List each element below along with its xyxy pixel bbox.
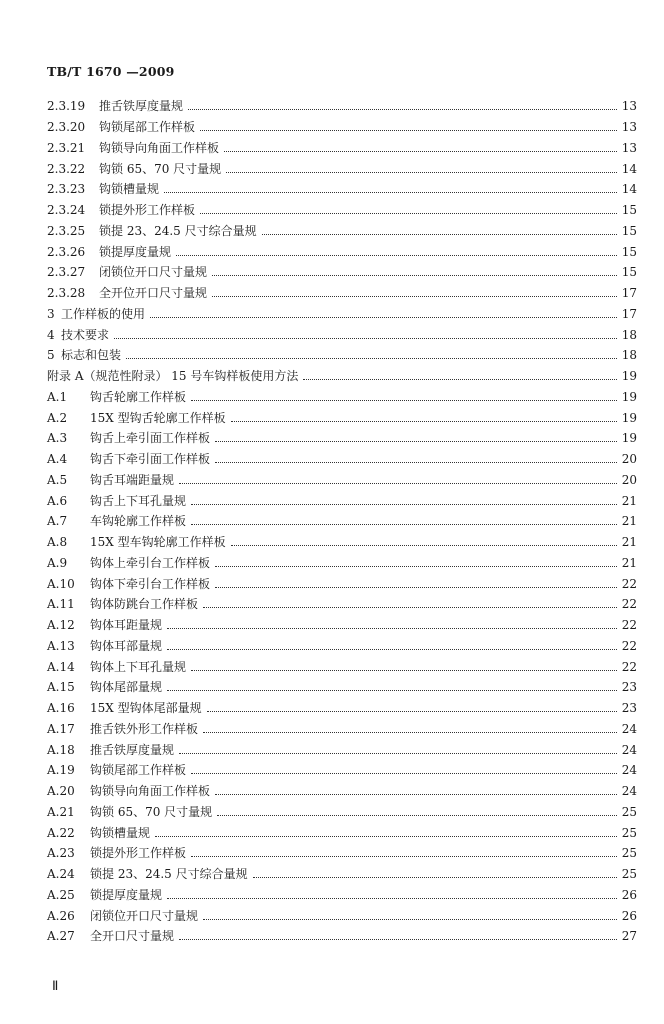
toc-entry <box>47 428 637 449</box>
toc-entry-number: 2.3.19 <box>47 99 86 114</box>
toc-entry-number: A.1 <box>47 389 68 404</box>
toc-entry <box>47 138 637 159</box>
toc-entry-title: 标志和包装 <box>61 348 122 363</box>
toc-dot-leader <box>215 565 617 567</box>
toc-entry-page: 22 <box>621 576 637 591</box>
toc-entry <box>47 283 637 304</box>
toc-entry <box>47 553 637 574</box>
toc-dot-leader <box>167 648 617 650</box>
table-of-contents <box>47 96 637 947</box>
toc-entry-number: A.2 <box>47 410 68 425</box>
toc-entry-page: 24 <box>621 763 637 778</box>
toc-entry-page: 25 <box>621 867 637 882</box>
toc-entry <box>47 511 637 532</box>
toc-entry-number: A.26 <box>47 908 75 923</box>
toc-entry-number: A.17 <box>47 721 75 736</box>
toc-entry-title: 闭锁位开口尺寸量规 <box>90 908 199 923</box>
toc-entry-title: 钩舌下牵引面工作样板 <box>90 452 211 467</box>
toc-entry-number: A.4 <box>47 452 68 467</box>
toc-entry-page: 21 <box>621 493 637 508</box>
toc-entry-title: 钩锁槽量规 <box>90 825 151 840</box>
toc-dot-leader <box>179 752 617 754</box>
toc-entry <box>47 387 637 408</box>
toc-entry-title: 钩锁尾部工作样板 <box>99 120 196 135</box>
toc-entry <box>47 739 637 760</box>
toc-dot-leader <box>126 357 617 359</box>
toc-entry-number: 2.3.27 <box>47 265 86 280</box>
toc-entry-page: 25 <box>621 846 637 861</box>
toc-dot-leader <box>164 191 617 193</box>
toc-entry-title: 技术要求 <box>61 327 110 342</box>
toc-entry <box>47 719 637 740</box>
toc-entry-title: 钩锁尾部工作样板 <box>90 763 187 778</box>
toc-dot-leader <box>215 440 617 442</box>
toc-entry-title: 15X 型钩体尾部量规 <box>90 701 202 716</box>
toc-entry <box>47 366 637 387</box>
toc-entry <box>47 179 637 200</box>
toc-dot-leader <box>155 835 617 837</box>
toc-dot-leader <box>167 897 617 899</box>
toc-dot-leader <box>191 399 617 401</box>
toc-dot-leader <box>212 274 617 276</box>
toc-entry <box>47 324 637 345</box>
toc-entry-page: 27 <box>621 929 637 944</box>
toc-dot-leader <box>114 337 617 339</box>
page-number: Ⅱ <box>52 978 59 993</box>
toc-entry-title: 钩锁导向角面工作样板 <box>99 140 220 155</box>
toc-entry <box>47 449 637 470</box>
toc-entry-title: 锁提外形工作样板 <box>90 846 187 861</box>
toc-entry-number: A.19 <box>47 763 75 778</box>
toc-dot-leader <box>191 523 617 525</box>
toc-entry <box>47 864 637 885</box>
toc-entry-page: 24 <box>621 784 637 799</box>
toc-entry-page: 15 <box>621 223 637 238</box>
toc-entry-number: A.21 <box>47 804 75 819</box>
toc-dot-leader <box>226 171 617 173</box>
toc-entry <box>47 470 637 491</box>
toc-entry-page: 22 <box>621 618 637 633</box>
toc-entry-title: 钩锁 65、70 尺寸量规 <box>99 161 222 176</box>
toc-dot-leader <box>200 212 617 214</box>
toc-entry <box>47 885 637 906</box>
toc-entry-title: 钩锁导向角面工作样板 <box>90 784 211 799</box>
toc-entry <box>47 573 637 594</box>
page-footer <box>52 978 58 994</box>
toc-entry <box>47 781 637 802</box>
toc-entry-page: 24 <box>621 742 637 757</box>
toc-entry-page: 26 <box>621 908 637 923</box>
toc-entry-title: 钩锁 65、70 尺寸量规 <box>90 804 213 819</box>
toc-dot-leader <box>167 689 617 691</box>
toc-entry-number: A.5 <box>47 472 68 487</box>
toc-entry-number: 2.3.21 <box>47 140 86 155</box>
toc-entry-number: 2.3.24 <box>47 203 86 218</box>
toc-entry-number: A.24 <box>47 867 75 882</box>
toc-entry-title: 钩舌轮廓工作样板 <box>90 389 187 404</box>
toc-dot-leader <box>253 876 617 878</box>
toc-entry-title: 闭锁位开口尺寸量规 <box>99 265 208 280</box>
toc-dot-leader <box>179 938 617 940</box>
toc-dot-leader <box>215 793 617 795</box>
toc-entry-page: 19 <box>621 410 637 425</box>
toc-entry-title: 钩体尾部量规 <box>90 680 163 695</box>
toc-entry-page: 14 <box>621 161 637 176</box>
document-header <box>47 64 175 79</box>
toc-entry-number: 3 <box>47 306 55 321</box>
toc-entry <box>47 304 637 325</box>
toc-entry <box>47 905 637 926</box>
toc-entry-number: 2.3.23 <box>47 182 86 197</box>
toc-entry-number: 2.3.25 <box>47 223 86 238</box>
toc-entry-title: 钩体上牵引台工作样板 <box>90 555 211 570</box>
toc-entry-number: A.20 <box>47 784 75 799</box>
toc-dot-leader <box>212 295 617 297</box>
toc-entry-number: 2.3.26 <box>47 244 86 259</box>
toc-entry-title: 全开位开口尺寸量规 <box>99 286 208 301</box>
toc-entry-title: 推舌铁厚度量规 <box>90 742 175 757</box>
toc-entry-page: 18 <box>621 327 637 342</box>
toc-entry-number: A.16 <box>47 701 75 716</box>
toc-dot-leader <box>231 420 617 422</box>
toc-entry <box>47 490 637 511</box>
toc-dot-leader <box>191 772 617 774</box>
toc-dot-leader <box>262 233 617 235</box>
toc-entry-title: 工作样板的使用 <box>61 306 146 321</box>
toc-entry-page: 19 <box>621 431 637 446</box>
toc-entry <box>47 822 637 843</box>
toc-entry-page: 13 <box>621 140 637 155</box>
toc-entry-number: A.8 <box>47 535 68 550</box>
toc-entry-page: 21 <box>621 514 637 529</box>
toc-dot-leader <box>215 586 617 588</box>
toc-entry <box>47 636 637 657</box>
toc-entry <box>47 200 637 221</box>
toc-entry <box>47 802 637 823</box>
toc-entry-title: 钩体下牵引台工作样板 <box>90 576 211 591</box>
toc-dot-leader <box>191 503 617 505</box>
toc-entry-title: 钩体耳距量规 <box>90 618 163 633</box>
toc-entry-number: A.6 <box>47 493 68 508</box>
toc-entry <box>47 677 637 698</box>
toc-entry <box>47 407 637 428</box>
toc-dot-leader <box>203 918 617 920</box>
toc-entry-page: 13 <box>621 120 637 135</box>
toc-dot-leader <box>176 254 617 256</box>
toc-entry-page: 18 <box>621 348 637 363</box>
toc-entry-title: 15X 型车钩轮廓工作样板 <box>90 535 226 550</box>
toc-entry <box>47 615 637 636</box>
toc-entry <box>47 158 637 179</box>
toc-entry-title: 钩锁槽量规 <box>99 182 160 197</box>
toc-dot-leader <box>179 482 617 484</box>
toc-entry <box>47 241 637 262</box>
toc-entry-number: A.7 <box>47 514 68 529</box>
toc-dot-leader <box>203 731 617 733</box>
toc-entry-number: 5 <box>47 348 55 363</box>
toc-entry <box>47 221 637 242</box>
toc-entry-number: 2.3.20 <box>47 120 86 135</box>
toc-entry <box>47 532 637 553</box>
toc-entry-page: 13 <box>621 99 637 114</box>
toc-entry-number: A.3 <box>47 431 68 446</box>
toc-entry-page: 14 <box>621 182 637 197</box>
toc-entry <box>47 262 637 283</box>
toc-entry-page: 22 <box>621 638 637 653</box>
toc-entry-page: 22 <box>621 597 637 612</box>
toc-entry-title: 推舌铁厚度量规 <box>99 99 184 114</box>
toc-entry-title: 钩体耳部量规 <box>90 638 163 653</box>
toc-entry-title: 锁提厚度量规 <box>90 887 163 902</box>
toc-dot-leader <box>167 627 617 629</box>
toc-entry <box>47 926 637 947</box>
toc-entry-number: A.22 <box>47 825 75 840</box>
toc-entry-page: 19 <box>621 389 637 404</box>
toc-entry-page: 23 <box>621 701 637 716</box>
toc-entry-number: A.12 <box>47 618 75 633</box>
toc-entry-page: 25 <box>621 825 637 840</box>
toc-entry-page: 20 <box>621 472 637 487</box>
toc-entry-number: 2.3.22 <box>47 161 86 176</box>
toc-entry-title: 推舌铁外形工作样板 <box>90 721 199 736</box>
toc-dot-leader <box>150 316 617 318</box>
toc-entry <box>47 698 637 719</box>
toc-entry-title: 锁提 23、24.5 尺寸综合量规 <box>99 223 257 238</box>
toc-entry-title: 钩舌上牵引面工作样板 <box>90 431 211 446</box>
toc-entry-title: 钩舌耳端距量规 <box>90 472 175 487</box>
toc-entry <box>47 594 637 615</box>
toc-entry-number: A.18 <box>47 742 75 757</box>
toc-dot-leader <box>203 606 617 608</box>
toc-entry-title: 钩体防跳台工作样板 <box>90 597 199 612</box>
toc-entry-page: 19 <box>621 369 637 384</box>
toc-entry-number: A.13 <box>47 638 75 653</box>
toc-entry-title: 15X 型钩舌轮廓工作样板 <box>90 410 226 425</box>
toc-entry-page: 21 <box>621 535 637 550</box>
toc-entry-number: A.11 <box>47 597 75 612</box>
toc-entry-title: 锁提厚度量规 <box>99 244 172 259</box>
toc-entry <box>47 843 637 864</box>
toc-entry-page: 15 <box>621 244 637 259</box>
toc-entry-page: 25 <box>621 804 637 819</box>
toc-entry-title: 钩体上下耳孔量规 <box>90 659 187 674</box>
toc-entry-number: A.10 <box>47 576 75 591</box>
toc-dot-leader <box>207 710 617 712</box>
toc-entry-title: 钩舌上下耳孔量规 <box>90 493 187 508</box>
toc-dot-leader <box>224 150 617 152</box>
toc-entry <box>47 760 637 781</box>
toc-entry-number: A.27 <box>47 929 75 944</box>
toc-dot-leader <box>217 814 617 816</box>
toc-dot-leader <box>191 669 617 671</box>
toc-entry-number: 4 <box>47 327 55 342</box>
toc-dot-leader <box>188 108 617 110</box>
toc-dot-leader <box>303 378 617 380</box>
toc-entry-page: 22 <box>621 659 637 674</box>
toc-entry-title: 锁提外形工作样板 <box>99 203 196 218</box>
toc-entry-page: 15 <box>621 265 637 280</box>
toc-entry-title: 全开口尺寸量规 <box>90 929 175 944</box>
toc-entry-page: 17 <box>621 286 637 301</box>
toc-entry-page: 17 <box>621 306 637 321</box>
toc-entry-title: 车钩轮廓工作样板 <box>90 514 187 529</box>
toc-dot-leader <box>215 461 617 463</box>
toc-dot-leader <box>200 129 617 131</box>
toc-entry-title: 附录 A（规范性附录） 15 号车钩样板使用方法 <box>47 369 299 384</box>
toc-entry <box>47 656 637 677</box>
toc-entry-number: A.14 <box>47 659 75 674</box>
toc-entry-number: A.25 <box>47 887 75 902</box>
toc-entry-page: 23 <box>621 680 637 695</box>
toc-entry-number: A.9 <box>47 555 68 570</box>
toc-entry-page: 24 <box>621 721 637 736</box>
toc-entry-page: 26 <box>621 887 637 902</box>
toc-entry-page: 15 <box>621 203 637 218</box>
toc-entry-page: 20 <box>621 452 637 467</box>
toc-entry <box>47 96 637 117</box>
toc-entry-title: 锁提 23、24.5 尺寸综合量规 <box>90 867 248 882</box>
toc-dot-leader <box>231 544 617 546</box>
toc-entry-number: A.23 <box>47 846 75 861</box>
toc-dot-leader <box>191 855 617 857</box>
toc-entry-page: 21 <box>621 555 637 570</box>
toc-entry-number: A.15 <box>47 680 75 695</box>
toc-entry-number: 2.3.28 <box>47 286 86 301</box>
toc-entry <box>47 345 637 366</box>
toc-entry <box>47 117 637 138</box>
document-id: TB/T 1670 —2009 <box>47 64 175 79</box>
